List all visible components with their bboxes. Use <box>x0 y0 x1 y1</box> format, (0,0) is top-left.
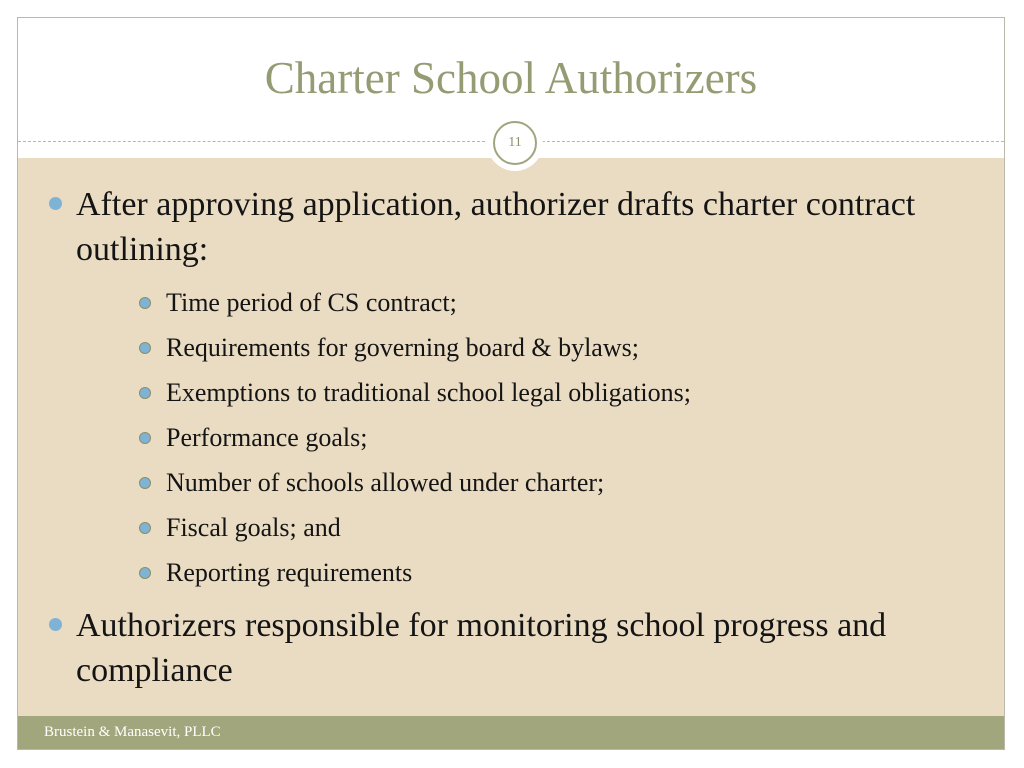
bullet-text: After approving application, authorizer drafts charter contract outlining: <box>76 186 916 268</box>
bullet-dot-icon <box>49 197 62 210</box>
footer-bar <box>18 716 1004 750</box>
sub-bullet-item <box>76 415 944 460</box>
sub-bullet-text: Reporting requirements <box>166 558 413 587</box>
hollow-circle-icon <box>139 387 151 399</box>
sub-bullet-list <box>76 280 944 595</box>
slide <box>17 17 1005 750</box>
bullet-list <box>18 182 1004 693</box>
sub-bullet-item <box>76 460 944 505</box>
sub-bullet-item <box>76 505 944 550</box>
sub-bullet-text: Exemptions to traditional school legal obligations; <box>166 378 691 407</box>
hollow-circle-icon <box>139 342 151 354</box>
bullet-dot-icon <box>49 618 62 631</box>
sub-bullet-item <box>76 280 944 325</box>
slide-title: Charter School Authorizers <box>264 53 758 103</box>
hollow-circle-icon <box>139 432 151 444</box>
bullet-text: Authorizers responsible for monitoring school progress and compliance <box>76 607 887 689</box>
hollow-circle-icon <box>139 297 151 309</box>
sub-bullet-item <box>76 325 944 370</box>
sub-bullet-text: Requirements for governing board & bylaws; <box>166 333 639 362</box>
sub-bullet-item <box>76 370 944 415</box>
bullet-item <box>18 182 1004 595</box>
slide-number: 11 <box>493 121 537 165</box>
bullet-item <box>18 603 1004 693</box>
hollow-circle-icon <box>139 477 151 489</box>
sub-bullet-text: Number of schools allowed under charter; <box>166 468 605 497</box>
hollow-circle-icon <box>139 567 151 579</box>
sub-bullet-text: Performance goals; <box>166 423 368 452</box>
sub-bullet-item <box>76 550 944 595</box>
sub-bullet-text: Time period of CS contract; <box>166 288 457 317</box>
sub-bullet-text: Fiscal goals; and <box>166 513 341 542</box>
footer-text: Brustein & Manasevit, PLLC <box>44 724 221 740</box>
hollow-circle-icon <box>139 522 151 534</box>
slide-number-badge <box>487 115 543 171</box>
